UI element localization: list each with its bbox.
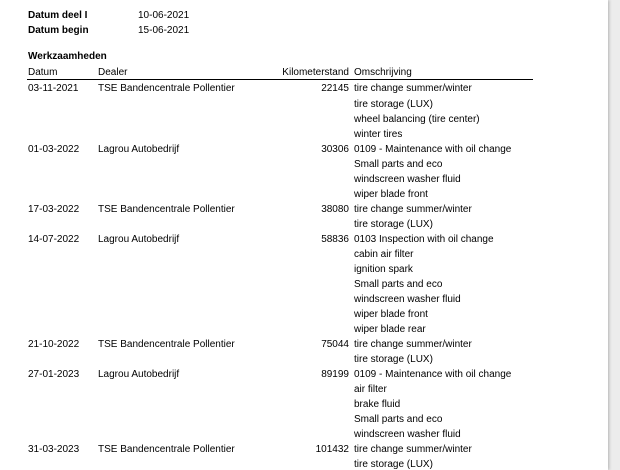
cell-kilometerstand-empty [277, 217, 353, 232]
cell-datum-empty [27, 172, 97, 187]
column-header-datum: Datum [27, 66, 97, 80]
cell-datum: 31-03-2023 [27, 442, 97, 457]
cell-dealer-empty [97, 157, 277, 172]
cell-omschrijving: Small parts and eco [353, 277, 533, 292]
cell-dealer-empty [97, 172, 277, 187]
cell-datum-empty [27, 112, 97, 127]
cell-kilometerstand-empty [277, 127, 353, 142]
cell-omschrijving: cabin air filter [353, 247, 533, 262]
cell-datum: 03-11-2021 [27, 80, 97, 98]
cell-dealer-empty [97, 322, 277, 337]
cell-dealer-empty [97, 427, 277, 442]
cell-datum-empty [27, 292, 97, 307]
cell-datum-empty [27, 322, 97, 337]
cell-omschrijving: air filter [353, 382, 533, 397]
cell-omschrijving: wiper blade rear [353, 322, 533, 337]
table-row [27, 80, 533, 98]
cell-omschrijving: tire storage (LUX) [353, 97, 533, 112]
cell-omschrijving: Small parts and eco [353, 157, 533, 172]
table-row [27, 97, 533, 112]
cell-kilometerstand: 22145 [277, 80, 353, 98]
cell-dealer-empty [97, 112, 277, 127]
cell-omschrijving: tire storage (LUX) [353, 217, 533, 232]
cell-datum: 14-07-2022 [27, 232, 97, 247]
table-row [27, 457, 533, 470]
cell-kilometerstand-empty [277, 262, 353, 277]
cell-omschrijving: winter tires [353, 127, 533, 142]
datum-deel-label: Datum deel I [28, 9, 138, 22]
table-body [27, 80, 533, 470]
cell-kilometerstand-empty [277, 187, 353, 202]
cell-omschrijving: wiper blade front [353, 187, 533, 202]
cell-kilometerstand-empty [277, 97, 353, 112]
table-row [27, 427, 533, 442]
cell-datum-empty [27, 427, 97, 442]
cell-dealer-empty [97, 277, 277, 292]
cell-dealer: Lagrou Autobedrijf [97, 232, 277, 247]
cell-kilometerstand-empty [277, 412, 353, 427]
cell-omschrijving: tire change summer/winter [353, 202, 533, 217]
cell-omschrijving: windscreen washer fluid [353, 292, 533, 307]
column-header-dealer: Dealer [97, 66, 277, 80]
cell-kilometerstand: 75044 [277, 337, 353, 352]
cell-dealer-empty [97, 382, 277, 397]
table-row [27, 262, 533, 277]
cell-kilometerstand: 30306 [277, 142, 353, 157]
cell-omschrijving: brake fluid [353, 397, 533, 412]
cell-kilometerstand: 58836 [277, 232, 353, 247]
cell-datum: 17-03-2022 [27, 202, 97, 217]
table-row [27, 112, 533, 127]
cell-omschrijving: tire change summer/winter [353, 442, 533, 457]
cell-omschrijving: 0109 - Maintenance with oil change [353, 142, 533, 157]
table-row [27, 127, 533, 142]
cell-dealer: TSE Bandencentrale Pollentier [97, 442, 277, 457]
cell-dealer: TSE Bandencentrale Pollentier [97, 202, 277, 217]
cell-kilometerstand-empty [277, 277, 353, 292]
cell-dealer-empty [97, 217, 277, 232]
cell-kilometerstand-empty [277, 157, 353, 172]
datum-deel-value: 10-06-2021 [138, 9, 189, 22]
cell-dealer-empty [97, 127, 277, 142]
cell-datum-empty [27, 457, 97, 470]
cell-datum-empty [27, 277, 97, 292]
table-row [27, 142, 533, 157]
table-row [27, 172, 533, 187]
cell-omschrijving: tire storage (LUX) [353, 352, 533, 367]
cell-datum-empty [27, 307, 97, 322]
table-row [27, 202, 533, 217]
section-title: Werkzaamheden [28, 50, 107, 63]
table-header-row [27, 66, 533, 80]
work-table [27, 66, 533, 470]
cell-omschrijving: Small parts and eco [353, 412, 533, 427]
cell-datum-empty [27, 247, 97, 262]
cell-omschrijving: tire change summer/winter [353, 80, 533, 98]
cell-datum-empty [27, 352, 97, 367]
table-row [27, 367, 533, 382]
table-row [27, 442, 533, 457]
table-row [27, 187, 533, 202]
cell-dealer-empty [97, 247, 277, 262]
table-row [27, 232, 533, 247]
table-row [27, 292, 533, 307]
cell-kilometerstand-empty [277, 112, 353, 127]
cell-dealer-empty [97, 307, 277, 322]
cell-kilometerstand: 101432 [277, 442, 353, 457]
cell-omschrijving: wheel balancing (tire center) [353, 112, 533, 127]
cell-omschrijving: 0109 - Maintenance with oil change [353, 367, 533, 382]
cell-omschrijving: windscreen washer fluid [353, 172, 533, 187]
cell-dealer-empty [97, 457, 277, 470]
cell-omschrijving: windscreen washer fluid [353, 427, 533, 442]
cell-omschrijving: ignition spark [353, 262, 533, 277]
cell-dealer: Lagrou Autobedrijf [97, 367, 277, 382]
cell-kilometerstand-empty [277, 292, 353, 307]
cell-dealer-empty [97, 352, 277, 367]
cell-kilometerstand-empty [277, 172, 353, 187]
cell-datum: 27-01-2023 [27, 367, 97, 382]
cell-kilometerstand-empty [277, 352, 353, 367]
cell-kilometerstand-empty [277, 382, 353, 397]
cell-kilometerstand-empty [277, 322, 353, 337]
cell-datum-empty [27, 397, 97, 412]
cell-datum: 21-10-2022 [27, 337, 97, 352]
cell-dealer-empty [97, 397, 277, 412]
cell-dealer-empty [97, 187, 277, 202]
table-row [27, 412, 533, 427]
column-header-kilometerstand: Kilometerstand [277, 66, 353, 80]
cell-datum-empty [27, 382, 97, 397]
datum-begin-label: Datum begin [28, 24, 138, 37]
cell-omschrijving: tire change summer/winter [353, 337, 533, 352]
cell-datum-empty [27, 127, 97, 142]
column-header-omschrijving: Omschrijving [353, 66, 533, 80]
table-row [27, 277, 533, 292]
table-row [27, 322, 533, 337]
cell-kilometerstand-empty [277, 427, 353, 442]
table-row [27, 307, 533, 322]
table-row [27, 247, 533, 262]
datum-begin-value: 15-06-2021 [138, 24, 189, 37]
table-row [27, 217, 533, 232]
table-row [27, 352, 533, 367]
cell-omschrijving: wiper blade front [353, 307, 533, 322]
cell-datum-empty [27, 217, 97, 232]
cell-dealer: TSE Bandencentrale Pollentier [97, 337, 277, 352]
cell-omschrijving: 0103 Inspection with oil change [353, 232, 533, 247]
cell-datum-empty [27, 262, 97, 277]
cell-dealer-empty [97, 292, 277, 307]
cell-kilometerstand-empty [277, 307, 353, 322]
cell-dealer-empty [97, 412, 277, 427]
cell-kilometerstand-empty [277, 247, 353, 262]
table-row [27, 382, 533, 397]
table-row [27, 337, 533, 352]
cell-kilometerstand-empty [277, 397, 353, 412]
cell-kilometerstand-empty [277, 457, 353, 470]
cell-datum-empty [27, 97, 97, 112]
cell-dealer-empty [97, 97, 277, 112]
cell-omschrijving: tire storage (LUX) [353, 457, 533, 470]
cell-datum: 01-03-2022 [27, 142, 97, 157]
cell-dealer-empty [97, 262, 277, 277]
cell-dealer: Lagrou Autobedrijf [97, 142, 277, 157]
cell-dealer: TSE Bandencentrale Pollentier [97, 80, 277, 98]
cell-datum-empty [27, 157, 97, 172]
cell-kilometerstand: 89199 [277, 367, 353, 382]
table-row [27, 157, 533, 172]
cell-datum-empty [27, 412, 97, 427]
cell-kilometerstand: 38080 [277, 202, 353, 217]
table-row [27, 397, 533, 412]
cell-datum-empty [27, 187, 97, 202]
